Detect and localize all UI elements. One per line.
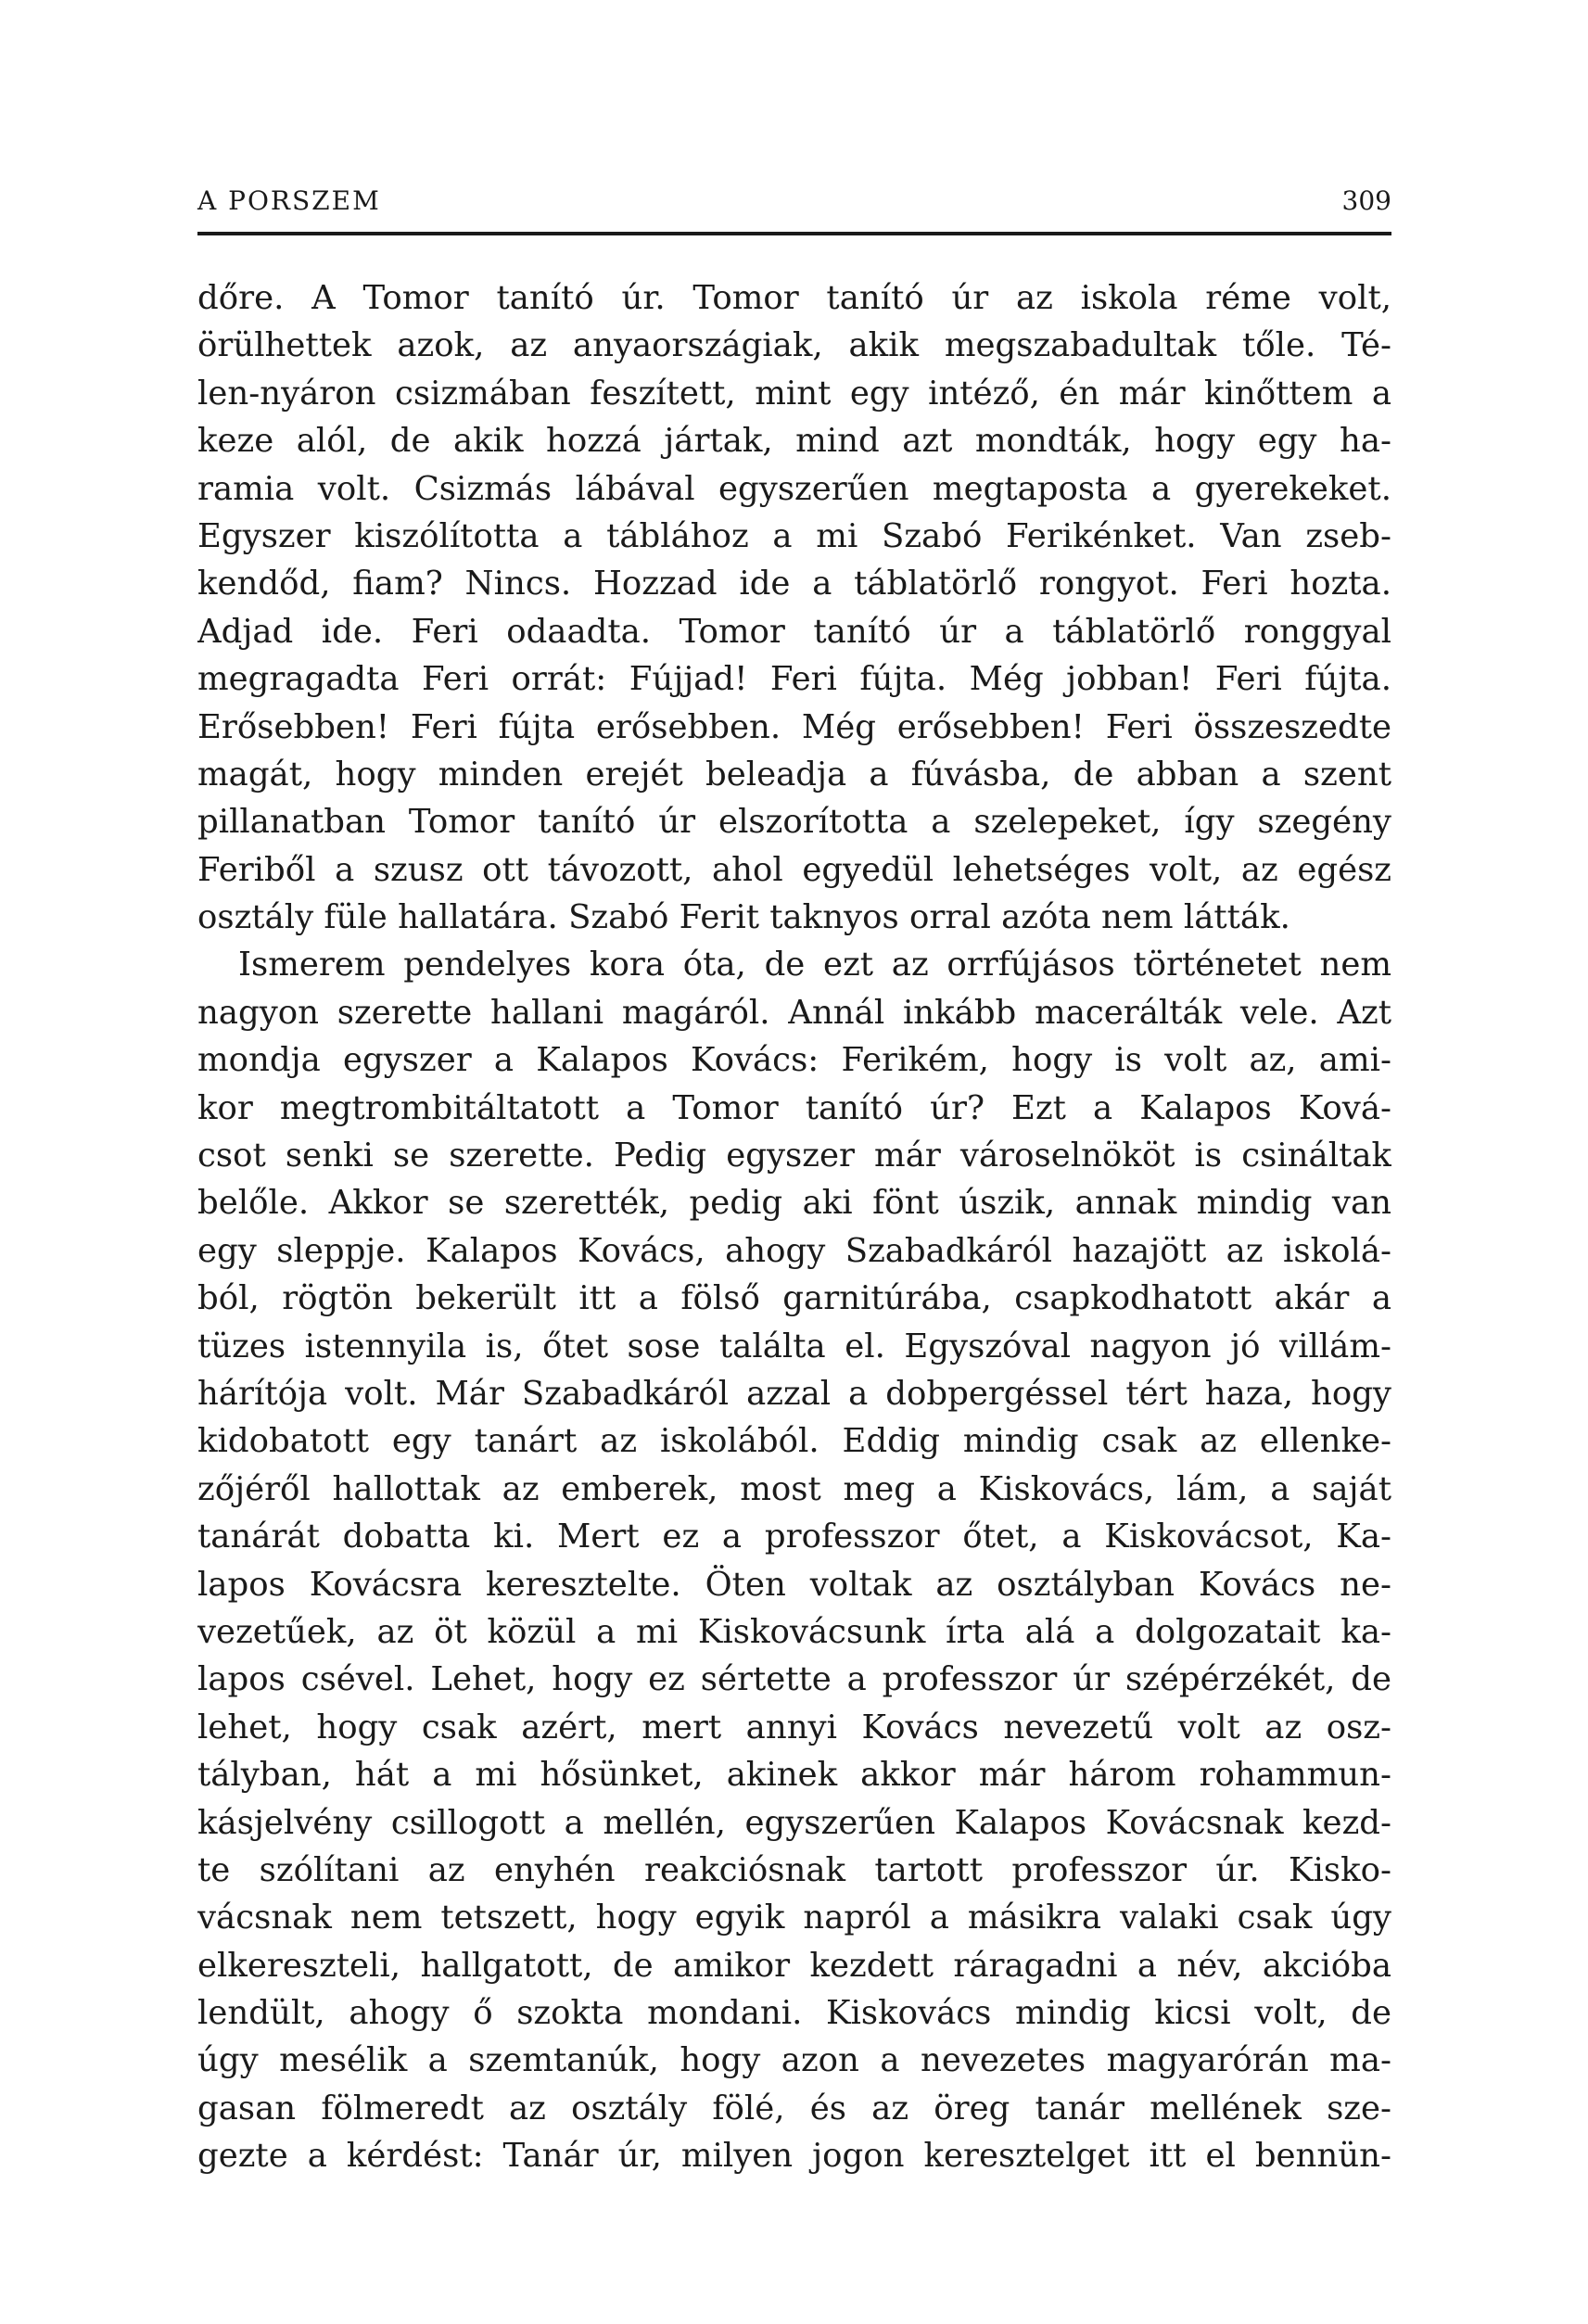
text-line: ból, rögtön bekerült itt a fölső garnitúrába, csapkodhatott akár a	[197, 1279, 1391, 1318]
text-line: Feriből a szusz ott távozott, ahol egyedül lehetséges volt, az egész	[197, 850, 1391, 889]
text-line: Ismerem pendelyes kora óta, de ezt az orrfújásos történetet nem	[238, 946, 1391, 984]
text-line: Erősebben! Feri fújta erősebben. Még erősebben! Feri összeszedte	[197, 707, 1391, 746]
text-line: csot senki se szerette. Pedig egyszer már városelnököt is csináltak	[197, 1137, 1391, 1175]
text-line: gezte a kérdést: Tanár úr, milyen jogon keresztelget itt el bennün-	[197, 2137, 1391, 2176]
text-line: pillanatban Tomor tanító úr elszorította a szelepeket, így szegény	[197, 803, 1391, 842]
text-line: ramia volt. Csizmás lábával egyszerűen megtaposta a gyerekeket.	[197, 469, 1391, 508]
header-rule	[197, 232, 1391, 235]
page-number: 309	[1341, 185, 1391, 216]
text-line: kor megtrombitáltatott a Tomor tanító úr? Ezt a Kalapos Ková-	[197, 1088, 1391, 1127]
text-line: kidobatott egy tanárt az iskolából. Eddig mindig csak az ellenke-	[197, 1422, 1391, 1461]
text-line: te szólítani az enyhén reakciósnak tartott professzor úr. Kisko-	[197, 1850, 1391, 1889]
text-line: hárítója volt. Már Szabadkáról azzal a dobpergéssel tért haza, hogy	[197, 1374, 1391, 1413]
running-title: A PORSZEM	[197, 185, 381, 216]
text-line: vácsnak nem tetszett, hogy egyik napról a másikra valaki csak úgy	[197, 1899, 1391, 1937]
text-line: elkereszteli, hallgatott, de amikor kezdett ráragadni a név, akcióba	[197, 1946, 1391, 1985]
text-line: lapos csével. Lehet, hogy ez sértette a professzor úr szépérzékét, de	[197, 1660, 1391, 1699]
text-line: Egyszer kiszólította a táblához a mi Szabó Ferikénket. Van zseb-	[197, 516, 1391, 555]
text-line: mondja egyszer a Kalapos Kovács: Ferikém, hogy is volt az, ami-	[197, 1041, 1391, 1080]
text-line: úgy mesélik a szemtanúk, hogy azon a nevezetes magyarórán ma-	[197, 2041, 1391, 2080]
text-line: osztály füle hallatára. Szabó Ferit taknyos orral azóta nem látták.	[197, 898, 1290, 937]
text-line: gasan fölmeredt az osztály fölé, és az öreg tanár mellének sze-	[197, 2089, 1391, 2127]
text-line: zőjéről hallottak az emberek, most meg a Kiskovács, lám, a saját	[197, 1469, 1391, 1508]
page-header	[197, 185, 1391, 222]
text-line: örülhettek azok, az anyaországiak, akik megszabadultak tőle. Té-	[197, 326, 1391, 365]
text-line: tüzes istennyila is, őtet sose találta el. Egyszóval nagyon jó villám-	[197, 1327, 1391, 1365]
text-line: Adjad ide. Feri odaadta. Tomor tanító úr a táblatörlő ronggyal	[197, 612, 1391, 651]
text-line: belőle. Akkor se szerették, pedig aki fönt úszik, annak mindig van	[197, 1184, 1391, 1223]
text-line: dőre. A Tomor tanító úr. Tomor tanító úr az iskola réme volt,	[197, 279, 1391, 317]
text-line: lendült, ahogy ő szokta mondani. Kiskovács mindig kicsi volt, de	[197, 1994, 1391, 2033]
text-line: vezetűek, az öt közül a mi Kiskovácsunk írta alá a dolgozatait ka-	[197, 1612, 1391, 1651]
text-line: keze alól, de akik hozzá jártak, mind azt mondták, hogy egy ha-	[197, 422, 1391, 461]
text-line: tanárát dobatta ki. Mert ez a professzor őtet, a Kiskovácsot, Ka-	[197, 1518, 1391, 1556]
body-text	[197, 274, 1391, 2180]
text-line: nagyon szerette hallani magáról. Annál inkább macerálták vele. Azt	[197, 993, 1391, 1032]
text-line: tályban, hát a mi hősünket, akinek akkor már három rohammun-	[197, 1756, 1391, 1795]
text-line: megragadta Feri orrát: Fújjad! Feri fújta. Még jobban! Feri fújta.	[197, 660, 1391, 699]
text-line: kendőd, fiam? Nincs. Hozzad ide a táblatörlő rongyot. Feri hozta.	[197, 565, 1391, 603]
text-line: len-nyáron csizmában feszített, mint egy intéző, én már kinőttem a	[197, 374, 1391, 413]
text-line: lehet, hogy csak azért, mert annyi Kovács nevezetű volt az osz-	[197, 1708, 1391, 1746]
text-line: egy sleppje. Kalapos Kovács, ahogy Szabadkáról hazajött az iskolá-	[197, 1231, 1391, 1270]
text-line: kásjelvény csillogott a mellén, egyszerűen Kalapos Kovácsnak kezd-	[197, 1803, 1391, 1842]
text-line: magát, hogy minden erejét beleadja a fúvásba, de abban a szent	[197, 755, 1391, 794]
text-line: lapos Kovácsra keresztelte. Öten voltak az osztályban Kovács ne-	[197, 1565, 1391, 1604]
